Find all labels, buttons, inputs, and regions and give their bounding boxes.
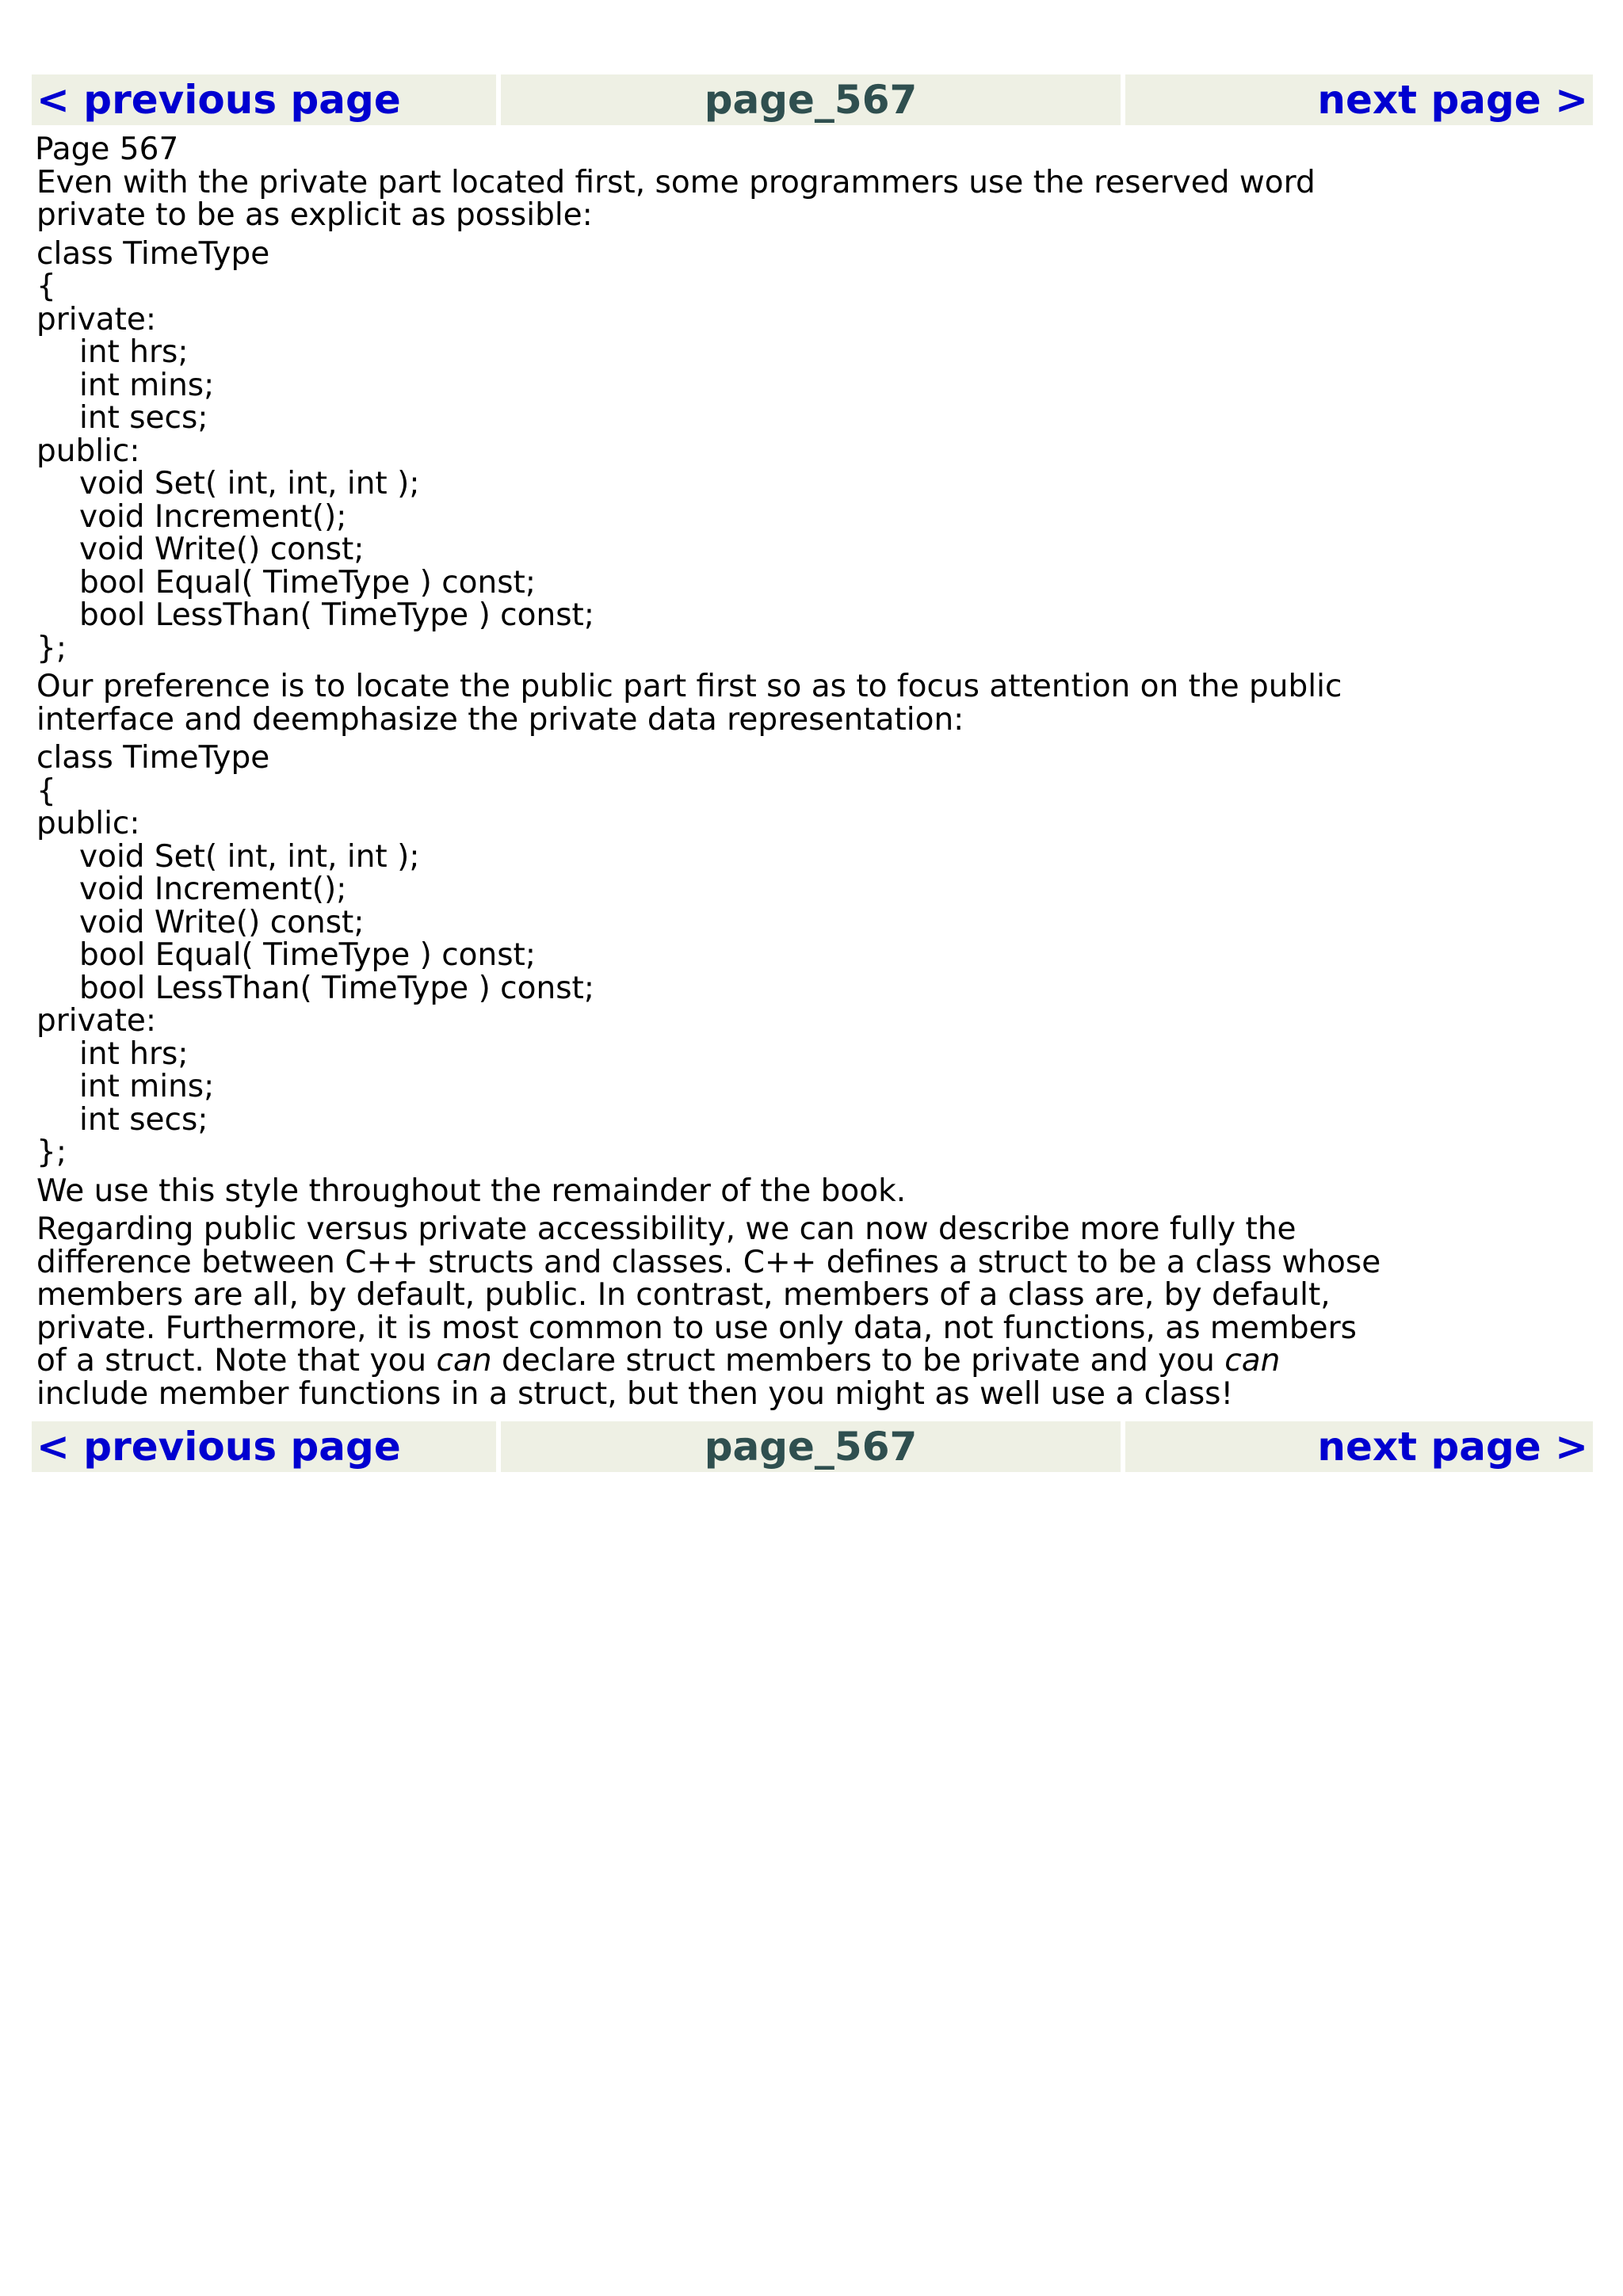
code-line: }; <box>36 1135 67 1170</box>
code-line: private: <box>36 1003 157 1039</box>
page-number-label: Page 567 <box>35 132 179 167</box>
code-line: int mins; <box>79 1069 215 1104</box>
bottom-navigation-bar <box>32 1421 1593 1472</box>
style-note-paragraph: We use this style throughout the remainder of the book. <box>36 1173 907 1209</box>
code-line: { <box>36 269 56 304</box>
code-line: void Set( int, int, int ); <box>79 838 420 875</box>
code-line: private: <box>36 301 157 338</box>
code-line: void Increment(); <box>79 871 347 907</box>
code-line: public: <box>36 433 140 469</box>
preference-paragraph: Our preference is to locate the public part first so as to focus attention on the public interface and deemphasize the private data representation: <box>36 669 1342 738</box>
top-navigation-bar <box>32 74 1593 125</box>
code-line: void Increment(); <box>79 498 347 535</box>
code-line: { <box>36 772 56 809</box>
next-page-link[interactable]: next page > <box>1125 1421 1593 1472</box>
code-line: int hrs; <box>79 334 189 370</box>
closing-paragraph <box>36 1213 1384 1410</box>
code-block-public-first <box>36 742 1384 1169</box>
code-line: int secs; <box>79 1101 208 1138</box>
page-content <box>36 133 1384 1410</box>
code-line: int hrs; <box>79 1035 189 1072</box>
page-id-label: page_567 <box>501 1421 1121 1472</box>
code-line: bool LessThan( TimeType ) const; <box>79 970 594 1006</box>
code-line: public: <box>36 806 140 841</box>
code-line: class TimeType <box>36 740 270 776</box>
code-line: int mins; <box>79 367 215 403</box>
code-line: void Write() const; <box>79 532 365 567</box>
code-line: bool Equal( TimeType ) const; <box>79 937 536 973</box>
closing-text-part2: declare struct members to be private and you <box>491 1343 1225 1379</box>
previous-page-link[interactable]: < previous page <box>32 1421 496 1472</box>
closing-text-part3: include member functions in a struct, but then you might as well use a class! <box>36 1375 1234 1412</box>
page-id-label: page_567 <box>501 74 1121 125</box>
code-line: void Set( int, int, int ); <box>79 466 420 502</box>
previous-page-link[interactable]: < previous page <box>32 74 496 125</box>
code-block-private-first <box>36 235 1384 666</box>
next-page-link[interactable]: next page > <box>1125 74 1593 125</box>
code-line: void Write() const; <box>79 904 365 940</box>
closing-text-part1: Regarding public versus private accessibility, we can now describe more fully the difference between C++ structs and classes. C++ defines a struct to be a class whose members are all, by default, public. In contrast, members of a class are, by default, private. Furthermore, it is most common to use only data, not functions, as members of a struct. Note that you <box>36 1211 1381 1379</box>
code-line: bool LessThan( TimeType ) const; <box>79 597 594 633</box>
code-line: class TimeType <box>36 235 270 272</box>
code-line: }; <box>36 630 67 666</box>
closing-emphasis-can-1: can <box>436 1343 492 1379</box>
closing-emphasis-can-2: can <box>1224 1343 1281 1379</box>
code-line: bool Equal( TimeType ) const; <box>79 564 536 601</box>
code-line: int secs; <box>79 400 208 436</box>
intro-paragraph: Even with the private part located first, some programmers use the reserved word private to be as explicit as possible: <box>36 164 1316 233</box>
